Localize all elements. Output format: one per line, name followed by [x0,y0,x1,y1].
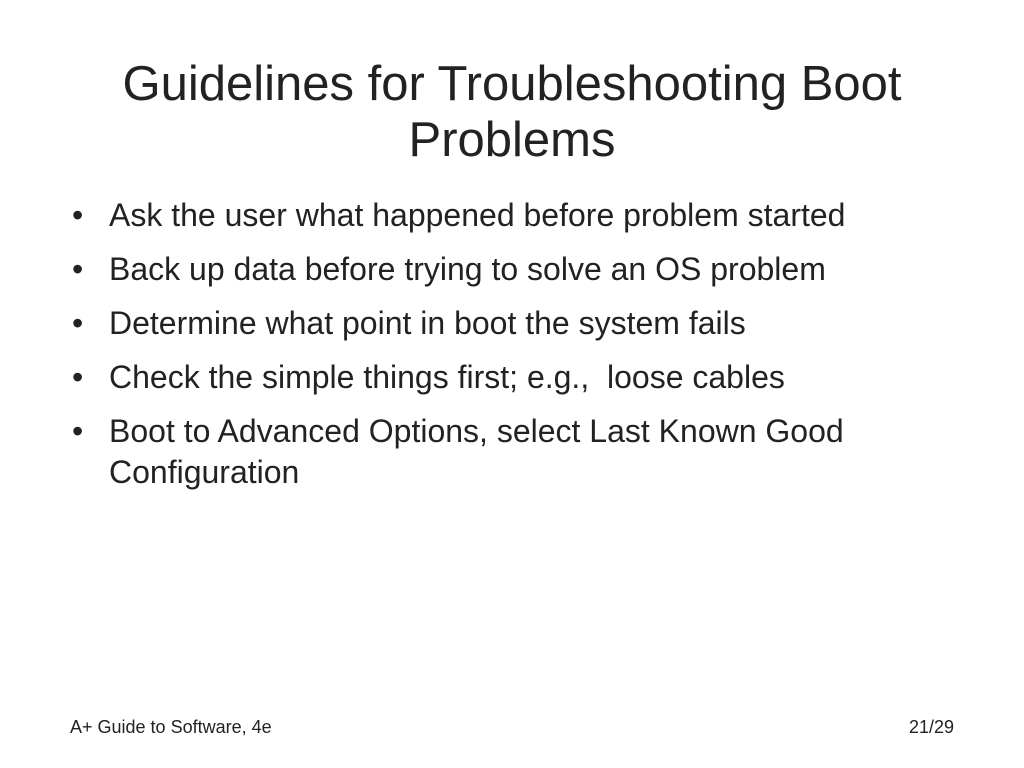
bullet-icon: • [72,251,84,287]
bullet-text: Back up data before trying to solve an OS problem [109,251,826,287]
slide-title: Guidelines for Troubleshooting Boot Problems [122,57,902,167]
bullet-list [72,195,992,506]
bullet-item [72,303,992,344]
bullet-item [72,195,992,236]
bullet-item [72,357,992,398]
bullet-icon: • [72,305,84,341]
bullet-text: Boot to Advanced Options, select Last Known Good Configuration [109,413,844,490]
bullet-icon: • [72,413,84,449]
bullet-icon: • [72,359,84,395]
bullet-icon: • [72,197,84,233]
footer-source: A+ Guide to Software, 4e [70,717,272,737]
bullet-text: Determine what point in boot the system fails [109,305,746,341]
bullet-item [72,411,992,493]
bullet-text: Check the simple things first; e.g., loose cables [109,359,785,395]
bullet-text: Ask the user what happened before problem started [109,197,846,233]
page-indicator: 21/29 [908,717,954,737]
bullet-item [72,249,992,290]
